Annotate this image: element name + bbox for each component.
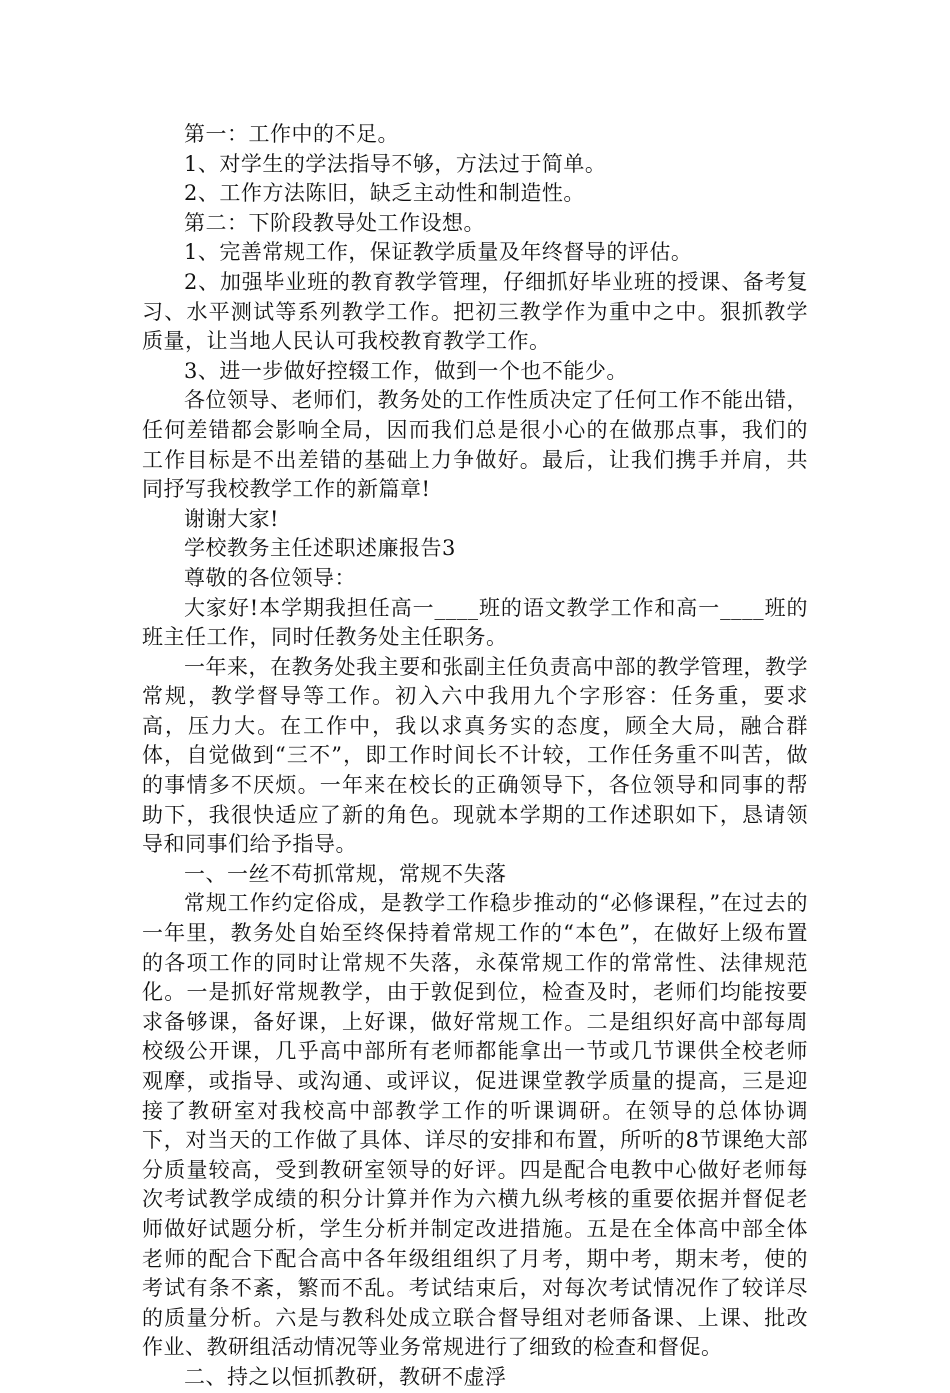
paragraph: 第二：下阶段教导处工作设想。 xyxy=(184,210,485,235)
section-heading: 一、一丝不苟抓常规，常规不失落 xyxy=(184,861,507,886)
paragraph: 1、完善常规工作，保证教学质量及年终督导的评估。 xyxy=(184,240,693,265)
section-heading: 二、持之以恒抓教研，教研不虚浮 xyxy=(184,1364,507,1389)
paragraph: 2、工作方法陈旧，缺乏主动性和制造性。 xyxy=(184,181,585,206)
paragraph: 各位领导、老师们，教务处的工作性质决定了任何工作不能出错，任何差错都会影响全局，因而我们总是很小心的在做那点事，我们的工作目标是不出差错的基础上力争做好。最后，让我们携手并肩，共同抒写我校教学工作的新篇章! xyxy=(142,388,808,502)
paragraph: 谢谢大家! xyxy=(184,506,279,531)
paragraph: 第一：工作中的不足。 xyxy=(184,122,399,146)
section-title: 学校教务主任述职述廉报告3 xyxy=(184,536,456,561)
paragraph: 1、对学生的学法指导不够，方法过于简单。 xyxy=(184,151,607,176)
paragraph: 常规工作约定俗成，是教学工作稳步推动的“必修课程，”在过去的一年里，教务处自始至终保持着常规工作的“本色”，在做好上级布置的各项工作的同时让常规不失落，永葆常规工作的常常性、法律规范化。一是抓好常规教学，由于敦促到位，检查及时，老师们均能按要求备够课，备好课，上好课，做好常规工作。二是组织好高中部每周校级公开课，几乎高中部所有老师都能拿出一节或几节课供全校老师观摩，或指导、或沟通、或评议，促进课堂教学质量的提高，三是迎接了教研室对我校高中部教学工作的听课调研。在领导的总体协调下，对当天的工作做了具体、详尽的安排和布置，所听的8节课绝大部分质量较高，受到教研室领导的好评。四是配合电教中心做好老师每次考试教学成绩的积分计算并作为六横九纵考核的重要依据并督促老师做好试题分析，学生分析并制定改进措施。五是在全体高中部全体老师的配合下配合高中各年级组组织了月考，期中考，期末考，使的考试有条不紊，繁而不乱。考试结束后，对每次考试情况作了较详尽的质量分析。六是与教科处成立联合督导组对老师备课、上课、批改作业、教研组活动情况等业务常规进行了细致的检查和督促。 xyxy=(142,891,808,1360)
paragraph: 一年来，在教务处我主要和张副主任负责高中部的教学管理，教学常规，教学督导等工作。初入六中我用九个字形容：任务重，要求高，压力大。在工作中，我以求真务实的态度，顾全大局，融合群体，自觉做到“三不”，即工作时间长不计较，工作任务重不叫苦，做的事情多不厌烦。一年来在校长的正确领导下，各位领导和同事的帮助下，我很快适应了新的角色。现就本学期的工作述职如下，恳请领导和同事们给予指导。 xyxy=(142,654,808,857)
paragraph: 3、进一步做好控辍工作，做到一个也不能少。 xyxy=(184,358,628,383)
document-page xyxy=(142,120,808,1393)
salutation: 尊敬的各位领导： xyxy=(184,565,356,590)
paragraph: 大家好!本学期我担任高一____班的语文教学工作和高一____班的班主任工作，同时任教务处主任职务。 xyxy=(142,595,808,650)
paragraph: 2、加强毕业班的教育教学管理，仔细抓好毕业班的授课、备考复习、水平测试等系列教学工作。把初三教学作为重中之中。狠抓教学质量，让当地人民认可我校教育教学工作。 xyxy=(142,269,808,354)
